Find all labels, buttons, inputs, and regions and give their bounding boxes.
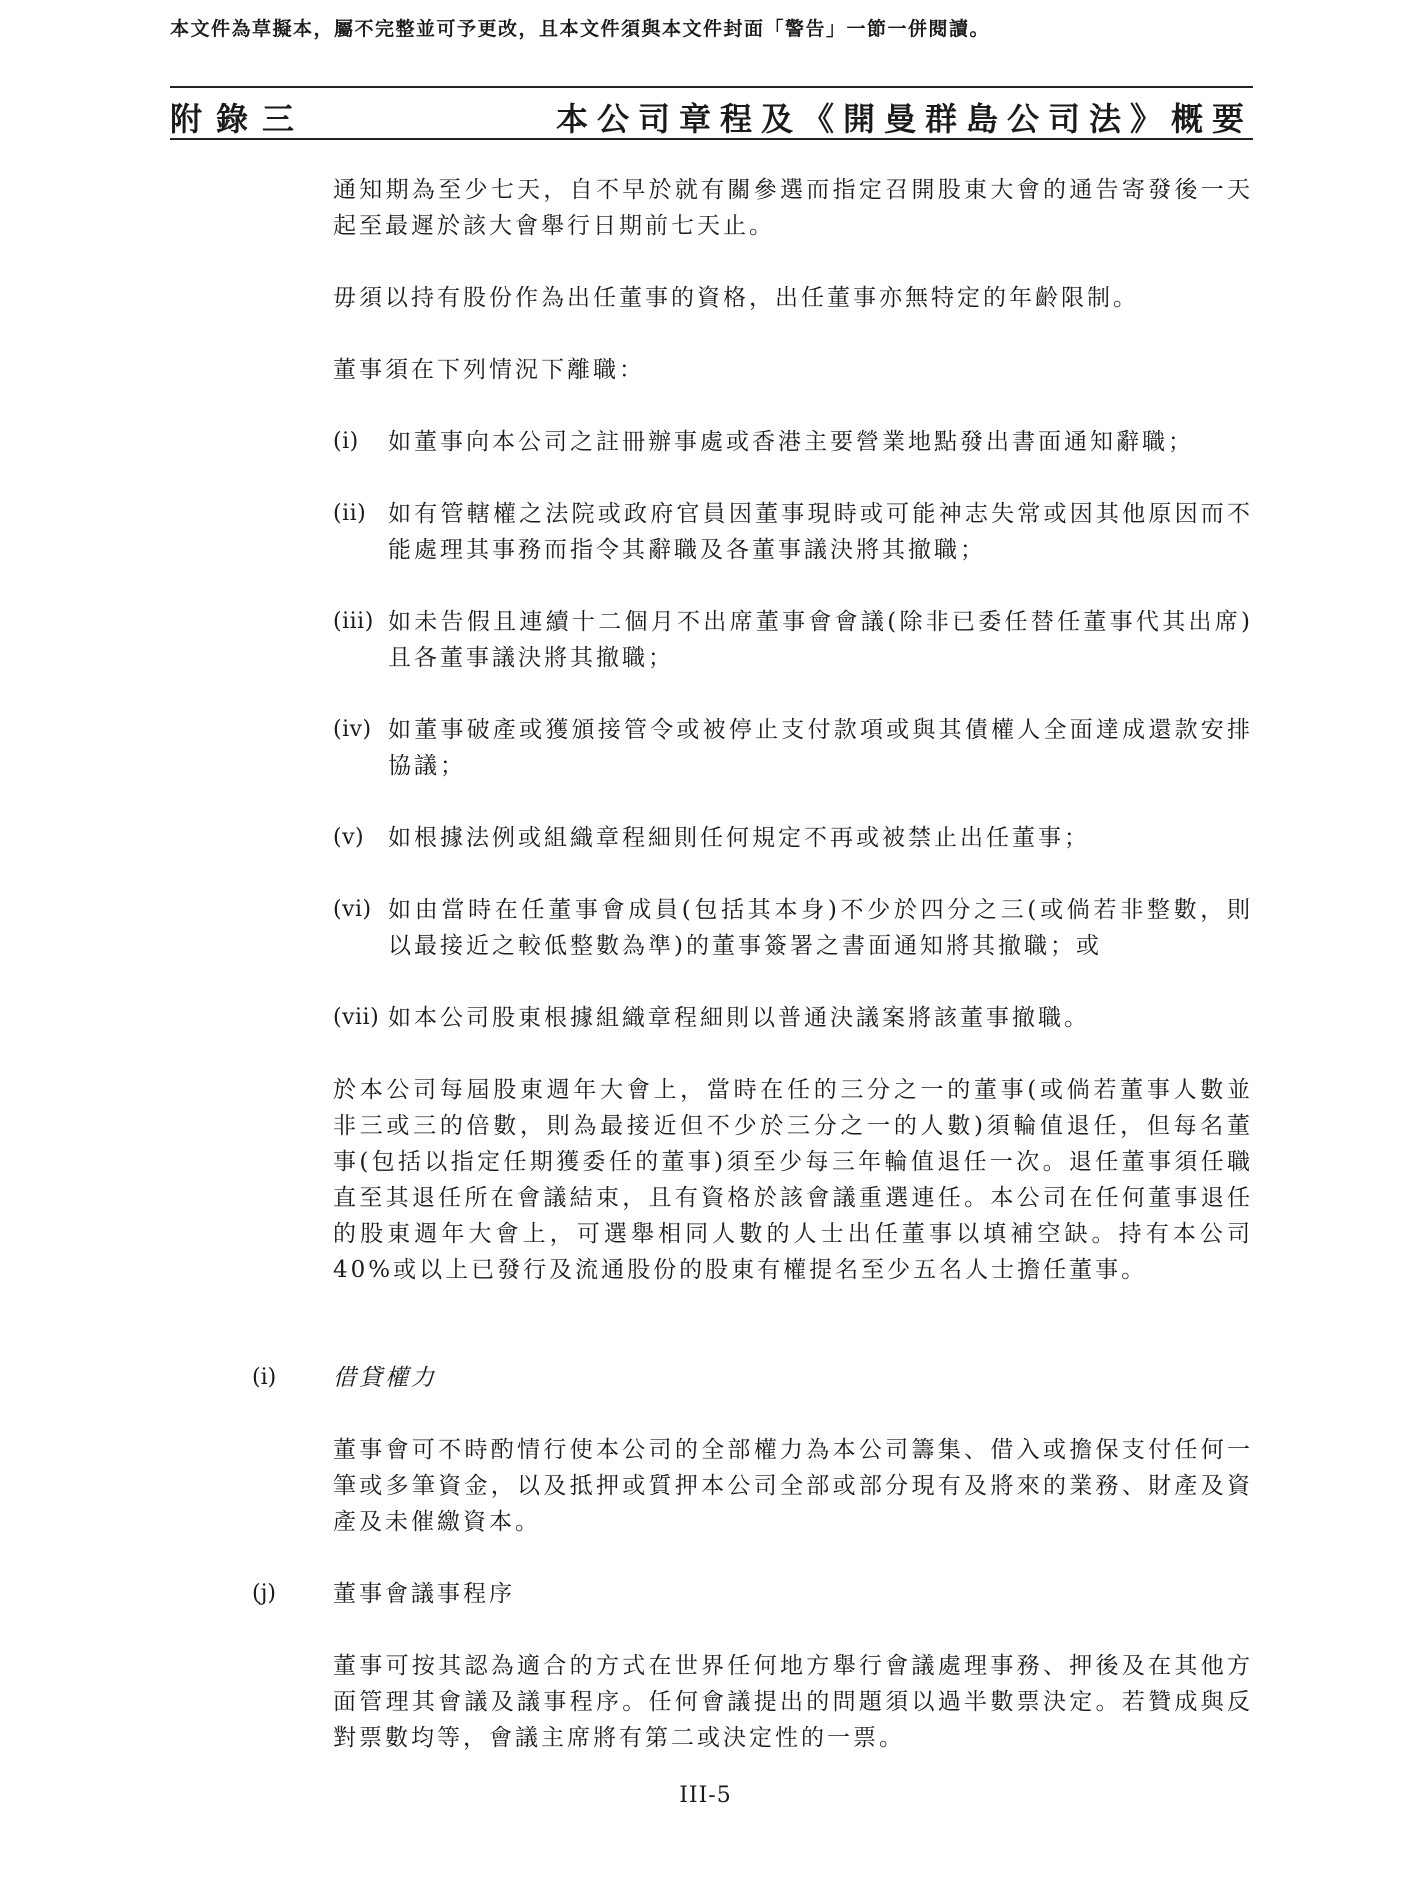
vacate-item <box>333 1000 1253 1036</box>
proceedings-paragraph: 董事可按其認為適合的方式在世界任何地方舉行會議處理事務、押後及在其他方面管理其會議及議事程序。任何會議提出的問題須以過半數票決定。若贊成與反對票數均等，會議主席將有第二或決定性的一票。 <box>333 1653 1253 1751</box>
vacate-item-text: 如董事向本公司之註冊辦事處或香港主要營業地點發出書面通知辭職； <box>388 429 1194 455</box>
vacate-item-text: 如由當時在任董事會成員(包括其本身)不少於四分之三(或倘若非整數，則以最接近之較低整數為準)的董事簽署之書面通知將其撤職；或 <box>388 897 1253 959</box>
vacate-item <box>333 712 1253 784</box>
header-rule-bottom <box>170 138 1253 140</box>
appendix-title: 本公司章程及《開曼群島公司法》概要 <box>555 100 1253 138</box>
appendix-label: 附錄三 <box>170 100 309 138</box>
vacate-item <box>333 424 1253 460</box>
vacate-item-number: (v) <box>333 825 365 850</box>
vacate-item <box>333 496 1253 568</box>
vacate-item <box>333 820 1253 856</box>
vacate-item-text: 如本公司股東根據組織章程細則以普通決議案將該董事撤職。 <box>388 1005 1090 1031</box>
vacate-item-number: (vii) <box>333 1005 380 1030</box>
vacate-item-number: (iv) <box>333 717 372 742</box>
vacate-item <box>333 892 1253 964</box>
vacate-item-text: 如根據法例或組織章程細則任何規定不再或被禁止出任董事； <box>388 825 1090 851</box>
vacate-item-number: (vi) <box>333 897 372 922</box>
section-title: 借貸權力 <box>333 1365 437 1391</box>
qualification-paragraph: 毋須以持有股份作為出任董事的資格，出任董事亦無特定的年齡限制。 <box>333 285 1139 311</box>
section-letter: (i) <box>252 1365 277 1390</box>
page-number: III-5 <box>679 1783 732 1808</box>
vacate-item-text: 如未告假且連續十二個月不出席董事會會議(除非已委任替任董事代其出席)且各董事議決將其撤職； <box>388 609 1253 671</box>
rotation-paragraph: 於本公司每屆股東週年大會上，當時在任的三分之一的董事(或倘若董事人數並非三或三的倍數，則為最接近但不少於三分之一的人數)須輪值退任，但每名董事(包括以指定任期獲委任的董事)須至少每三年輪值退任一次。退任董事須任職直至其退任所在會議結束，且有資格於該會議重選連任。本公司在任何董事退任的股東週年大會上，可選舉相同人數的人士出任董事以填補空缺。持有本公司40%或以上已發行及流通股份的股東有權提名至少五名人士擔任董事。 <box>333 1077 1253 1283</box>
vacate-intro-paragraph: 董事須在下列情況下離職： <box>333 357 645 383</box>
notice-period-paragraph: 通知期為至少七天，自不早於就有關參選而指定召開股東大會的通告寄發後一天起至最遲於該大會舉行日期前七天止。 <box>333 177 1253 239</box>
section-letter: (j) <box>252 1581 276 1606</box>
vacate-item-text: 如董事破產或獲頒接管令或被停止支付款項或與其債權人全面達成還款安排協議； <box>388 717 1253 779</box>
vacate-item-number: (ii) <box>333 501 367 526</box>
borrowing-paragraph: 董事會可不時酌情行使本公司的全部權力為本公司籌集、借入或擔保支付任何一筆或多筆資金，以及抵押或質押本公司全部或部分現有及將來的業務、財產及資產及未催繳資本。 <box>333 1437 1253 1535</box>
vacate-item-number: (iii) <box>333 609 374 634</box>
header-rule-top <box>170 86 1253 88</box>
vacate-item <box>333 604 1253 676</box>
draft-warning: 本文件為草擬本，屬不完整並可予更改，且本文件須與本文件封面「警告」一節一併閱讀。 <box>170 18 991 40</box>
vacate-item-number: (i) <box>333 429 359 454</box>
section-title: 董事會議事程序 <box>333 1581 515 1607</box>
vacate-item-text: 如有管轄權之法院或政府官員因董事現時或可能神志失常或因其他原因而不能處理其事務而指令其辭職及各董事議決將其撤職； <box>388 501 1253 563</box>
